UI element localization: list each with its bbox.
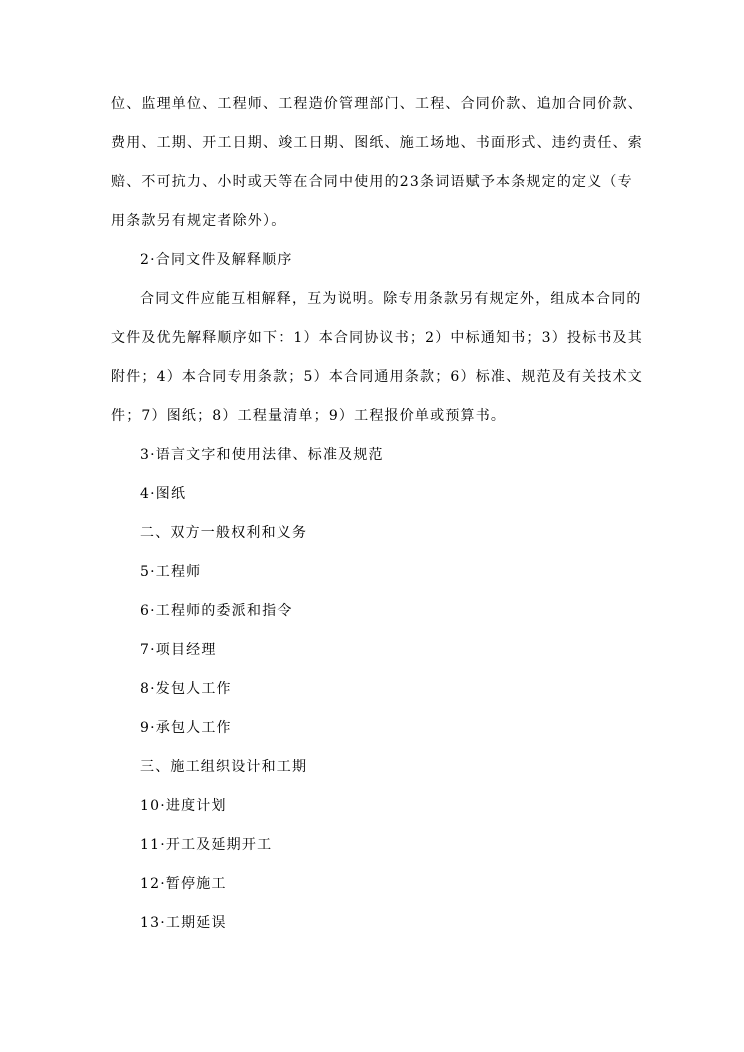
chapter-2-heading: 二、双方一般权利和义务 <box>140 525 308 541</box>
paragraph-2-line-4: 件；7）图纸；8）工程量清单；9）工程报价单或预算书。 <box>111 408 507 424</box>
item-9: 9·承包人工作 <box>140 720 232 736</box>
paragraph-1-line-1: 位、监理单位、工程师、工程造价管理部门、工程、合同价款、追加合同价款、 <box>111 96 643 112</box>
item-4: 4·图纸 <box>140 486 187 502</box>
paragraph-2-line-2: 文件及优先解释顺序如下：1）本合同协议书；2）中标通知书；3）投标书及其 <box>111 330 643 346</box>
paragraph-2-line-1: 合同文件应能互相解释，互为说明。除专用条款另有规定外，组成本合同的 <box>140 291 642 307</box>
item-8: 8·发包人工作 <box>140 681 232 697</box>
item-3: 3·语言文字和使用法律、标准及规范 <box>140 447 384 463</box>
item-12: 12·暂停施工 <box>140 876 227 892</box>
paragraph-1-line-4: 用条款另有规定者除外）。 <box>111 213 287 229</box>
item-11: 11·开工及延期开工 <box>140 837 273 853</box>
item-6: 6·工程师的委派和指令 <box>140 603 293 619</box>
paragraph-1-line-3: 赔、不可抗力、小时或天等在合同中使用的23条词语赋予本条规定的定义（专 <box>111 174 633 190</box>
section-heading-2: 2·合同文件及解释顺序 <box>140 252 293 268</box>
item-7: 7·项目经理 <box>140 642 217 658</box>
chapter-3-heading: 三、施工组织设计和工期 <box>140 759 308 775</box>
item-10: 10·进度计划 <box>140 798 227 814</box>
paragraph-2-line-3: 附件；4）本合同专用条款；5）本合同通用条款；6）标准、规范及有关技术文 <box>111 369 643 385</box>
paragraph-1-line-2: 费用、工期、开工日期、竣工日期、图纸、施工场地、书面形式、违约责任、索 <box>111 135 643 151</box>
item-13: 13·工期延误 <box>140 915 227 931</box>
item-5: 5·工程师 <box>140 564 202 580</box>
